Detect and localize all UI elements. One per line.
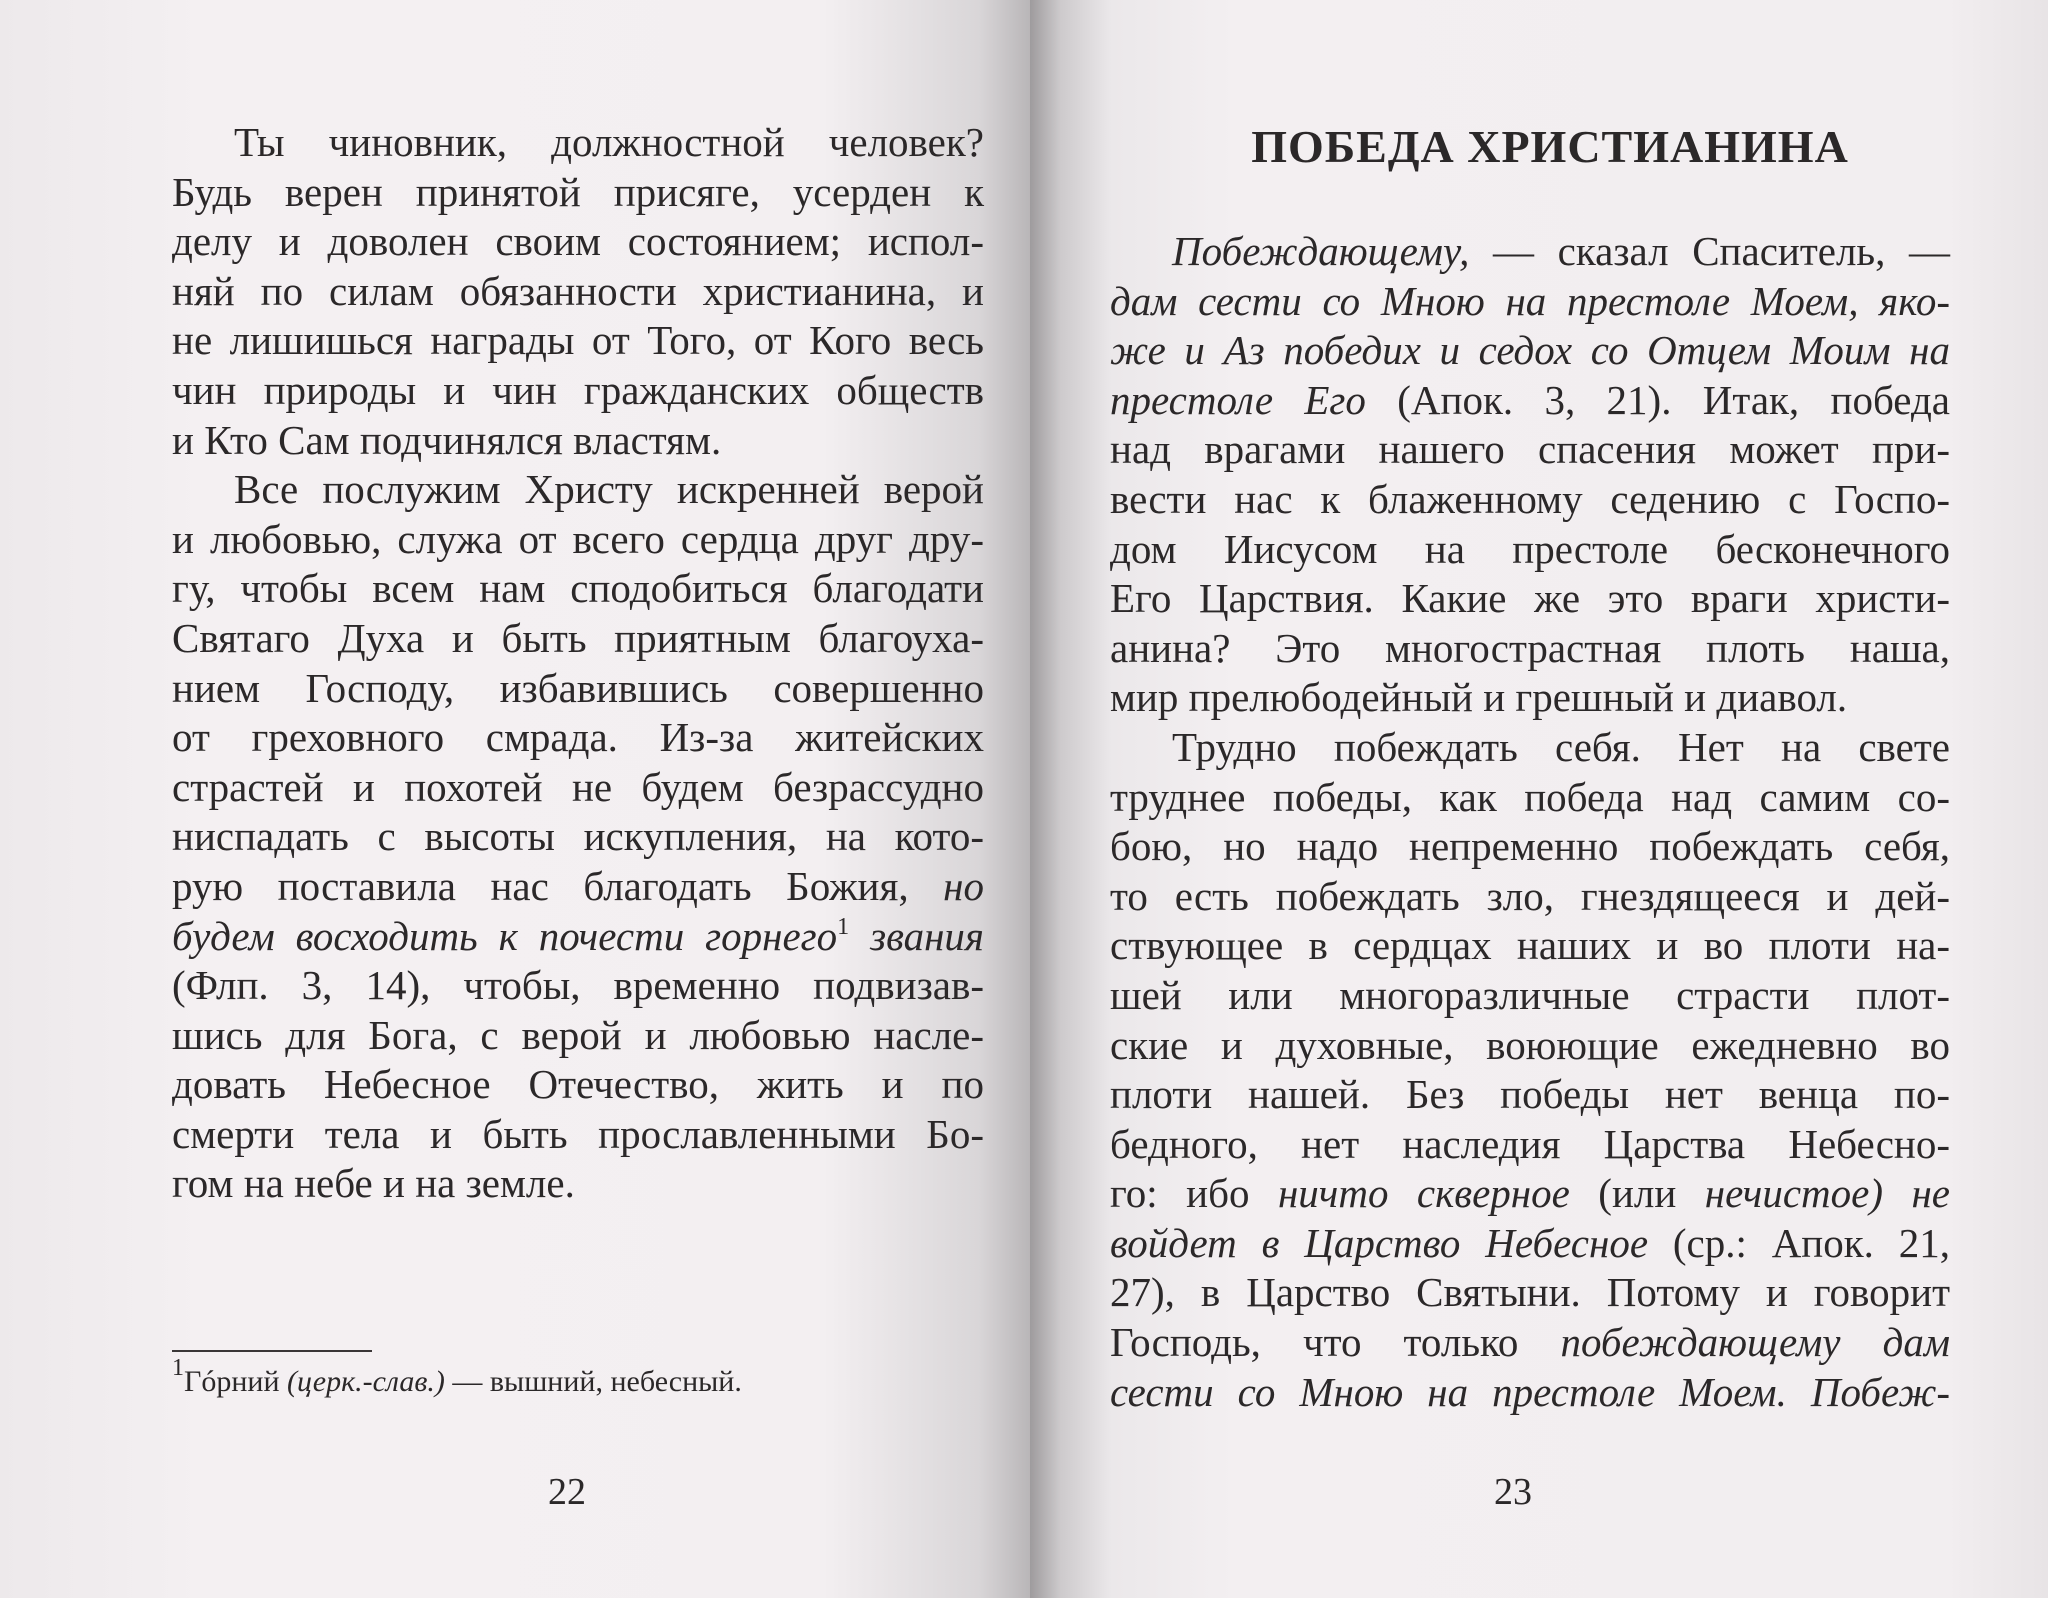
italic-quote: Побеждающему, bbox=[1172, 228, 1470, 274]
text-line: над врагами нашего спасения может при- bbox=[1110, 426, 1950, 473]
text-line bbox=[1110, 376, 1950, 426]
text-line: довать Небесное Отечество, жить и по bbox=[172, 1061, 984, 1108]
text-segment: — сказал Спаситель, — bbox=[1493, 228, 1950, 274]
text-line: дом Иисусом на престоле бесконечного bbox=[1110, 525, 1950, 572]
text-line bbox=[1110, 1169, 1950, 1219]
text-line: вести нас к блаженному седению с Госпо- bbox=[1110, 475, 1950, 522]
text-line: мир прелюбодейный и грешный и диавол. bbox=[1110, 674, 1848, 721]
text-line bbox=[1110, 1219, 1950, 1269]
text-line: Святаго Духа и быть приятным благоуха- bbox=[172, 614, 984, 661]
text-line bbox=[1110, 326, 1950, 376]
text-line: от греховного смрада. Из-за житейских bbox=[172, 714, 984, 761]
text-line: ские и духовные, воюющие ежедневно во bbox=[1110, 1021, 1950, 1068]
text-line bbox=[172, 862, 984, 912]
text-line: (Флп. 3, 14), чтобы, временно подвизав- bbox=[172, 962, 984, 1009]
text-line: ниспадать с высоты искупления, на кото- bbox=[172, 813, 984, 860]
italic-quote: не bbox=[1911, 1170, 1950, 1217]
text-line bbox=[1110, 1318, 1950, 1368]
text-line: и любовью, служа от всего сердца друг дру- bbox=[172, 515, 984, 562]
text-line: и Кто Сам подчинялся властям. bbox=[172, 416, 722, 463]
page-number: 22 bbox=[548, 1471, 586, 1513]
italic-quote: дам сести со Мною на престоле Моем, яко- bbox=[1110, 277, 1950, 324]
footnote-marker: 1 bbox=[172, 1355, 184, 1381]
text-line: то есть побеждать зло, гнездящееся и дей- bbox=[1110, 872, 1950, 919]
text-line: гом на небе и на земле. bbox=[172, 1160, 575, 1207]
footnote-note: (церк.-слав.) bbox=[287, 1365, 445, 1398]
text-segment: (ср.: Апок. 21, bbox=[1672, 1219, 1951, 1266]
text-line: шей или многоразличные страсти плот- bbox=[1110, 971, 1950, 1018]
text-segment: (Апок. 3, 21). Итак, победа bbox=[1397, 376, 1950, 423]
italic-quote: сести со Мною на престоле Моем. Побеж- bbox=[1110, 1368, 1950, 1415]
italic-quote: ничто скверное bbox=[1277, 1170, 1570, 1217]
chapter-heading: ПОБЕДА ХРИСТИАНИНА bbox=[1251, 121, 1849, 172]
italic-quote: но bbox=[943, 862, 984, 909]
italic-quote: будем восходить к почести горнего bbox=[172, 912, 838, 959]
text-line: бою, но надо непременно побеждать себя, bbox=[1110, 823, 1950, 870]
page-number: 23 bbox=[1494, 1471, 1532, 1513]
text-line: Ты чиновник, должностной человек? bbox=[234, 119, 984, 165]
text-segment: (или bbox=[1598, 1170, 1677, 1217]
footnote-divider bbox=[172, 1350, 372, 1352]
italic-quote: войдет в Царство Небесное bbox=[1110, 1219, 1649, 1266]
text-line: не лишишься награды от Того, от Кого весь bbox=[172, 317, 984, 364]
text-line: анина? Это многострастная плоть наша, bbox=[1110, 624, 1950, 671]
text-line: бедного, нет наследия Царства Небесно- bbox=[1110, 1120, 1950, 1167]
text-line: няй по силам обязанности христианина, и bbox=[172, 267, 984, 314]
text-line: чин природы и чин гражданских обществ bbox=[172, 366, 984, 413]
footnote-definition: — вышний, небесный. bbox=[452, 1365, 742, 1398]
text-line: делу и доволен своим состоянием; испол- bbox=[172, 218, 984, 265]
text-line bbox=[1110, 1368, 1950, 1418]
text-line: шись для Бога, с верой и любовью насле- bbox=[172, 1011, 984, 1058]
text-segment: Господь, что только bbox=[1110, 1319, 1519, 1366]
text-line: смерти тела и быть прославленными Бо- bbox=[172, 1110, 984, 1157]
italic-quote: побеждающему дам bbox=[1560, 1319, 1950, 1366]
text-line: Все послужим Христу искренней верой bbox=[234, 466, 984, 513]
text-line: Будь верен принятой присяге, усерден к bbox=[172, 168, 984, 215]
text-line: ствующее в сердцах наших и во плоти на- bbox=[1110, 922, 1950, 969]
text-segment: рую поставила нас благодать Божия, bbox=[172, 862, 909, 909]
text-segment: го: ибо bbox=[1110, 1170, 1250, 1217]
text-line: гу, чтобы всем нам сподобиться благодати bbox=[172, 565, 984, 612]
italic-quote: же и Аз победих и седох со Отцем Моим на bbox=[1110, 327, 1950, 374]
text-line bbox=[1110, 227, 1950, 277]
italic-quote: престоле Его bbox=[1110, 376, 1366, 423]
text-line: 27), в Царство Святыни. Потому и говорит bbox=[1110, 1269, 1950, 1316]
right-page bbox=[1030, 0, 2048, 1598]
footnote bbox=[172, 1355, 742, 1402]
footnote-marker: 1 bbox=[837, 913, 850, 940]
text-line: труднее победы, как победа над самим со- bbox=[1110, 773, 1950, 820]
text-line bbox=[1110, 277, 1950, 327]
text-line: плоти нашей. Без победы нет венца по- bbox=[1110, 1071, 1950, 1118]
text-line: нием Господу, избавившись совершенно bbox=[172, 664, 984, 711]
right-page-text bbox=[1110, 227, 1950, 1417]
italic-quote: звания bbox=[870, 912, 984, 959]
text-line bbox=[172, 912, 984, 962]
footnote-term: Гóрний bbox=[184, 1365, 280, 1398]
left-page-text bbox=[172, 118, 984, 1209]
text-line: Его Царствия. Какие же это враги христи- bbox=[1110, 575, 1950, 622]
text-line: страстей и похотей не будем безрассудно bbox=[172, 763, 984, 810]
text-line: Трудно побеждать себя. Нет на свете bbox=[1172, 723, 1950, 770]
italic-quote: нечистое) bbox=[1704, 1170, 1883, 1217]
